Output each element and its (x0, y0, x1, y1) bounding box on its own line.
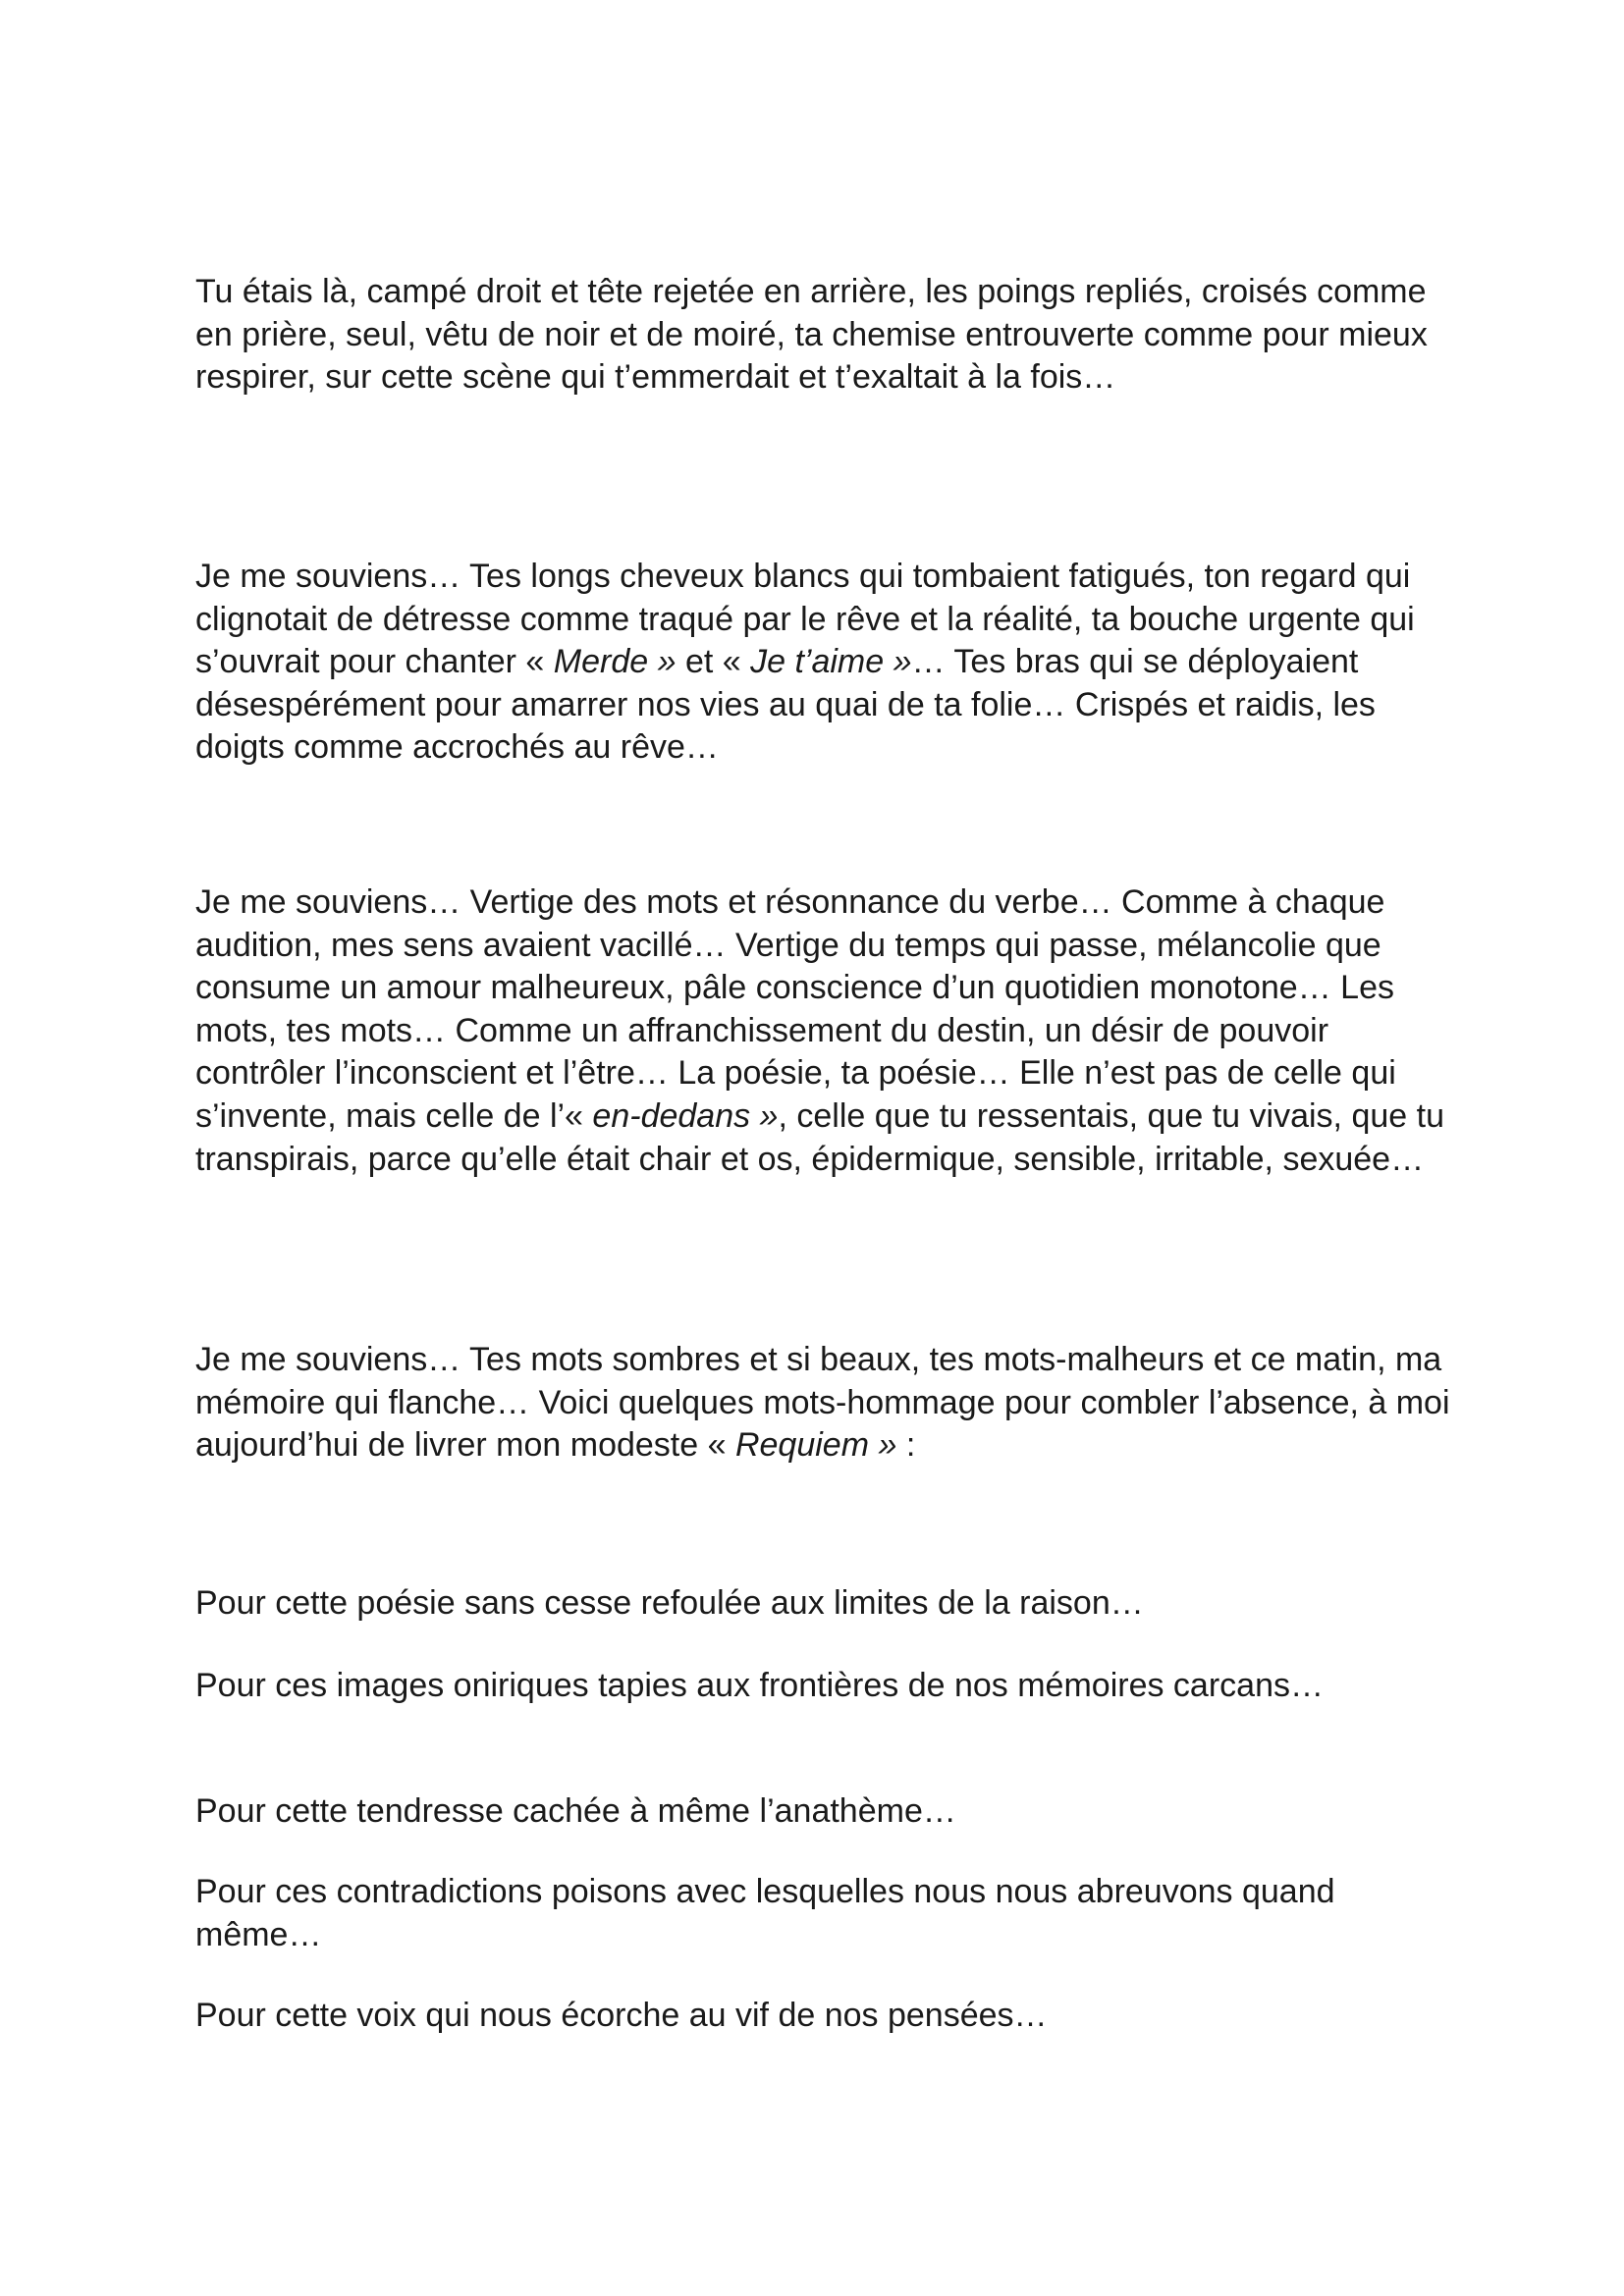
poem-line-text: Pour cette tendresse cachée à même l’anathème… (195, 1792, 956, 1830)
paragraph-text: et « (676, 643, 751, 681)
paragraph-souvenir-2 (195, 881, 1462, 1181)
paragraph-souvenir-3 (195, 1339, 1462, 1468)
poem-line (195, 1790, 1462, 1834)
italic-quote-requiem: Requiem » (734, 1426, 897, 1465)
italic-quote-je-taime: Je t’aime » (750, 643, 912, 681)
poem-line-text: Pour ces images oniriques tapies aux frontières de nos mémoires carcans… (195, 1667, 1324, 1704)
paragraph-text: Je me souviens… Tes longs cheveux blancs qui tombaient fatigués, ton regard qui clignotait de détresse comme traqué par le rêve et la réalité, ta bouche urgente qui s’ouvrait pour chanter « (195, 558, 1415, 681)
poem-line (195, 1665, 1462, 1708)
poem-line (195, 1871, 1462, 1956)
poem-line (195, 1582, 1462, 1626)
italic-quote-en-dedans: en-dedans » (592, 1096, 779, 1135)
paragraph-souvenir-1 (195, 556, 1462, 770)
italic-quote-merde: Merde » (553, 643, 677, 681)
paragraph-text: : (896, 1426, 916, 1465)
poem-line-text: Pour ces contradictions poisons avec lesquelles nous nous abreuvons quand même… (195, 1873, 1335, 1953)
paragraph-text: , celle que tu ressentais, que tu vivais, que tu transpirais, parce qu’elle était chair et os, épidermique, sensible, irritable, sexuée… (195, 1096, 1444, 1178)
poem-line-text: Pour cette voix qui nous écorche au vif de nos pensées… (195, 1997, 1048, 2034)
paragraph-text: … Tes bras qui se déployaient désespérément pour amarrer nos vies au quai de ta folie… Crispés et raidis, les doigts comme accrochés au rêve… (195, 643, 1376, 767)
paragraph-text: Je me souviens… Tes mots sombres et si beaux, tes mots-malheurs et ce matin, ma mémoire qui flanche… Voici quelques mots-hommage pour combler l’absence, à moi aujourd’hui de livrer mon modeste « (195, 1341, 1450, 1465)
paragraph-intro (195, 271, 1462, 400)
poem-line (195, 1995, 1462, 2038)
paragraph-text: Tu étais là, campé droit et tête rejetée en arrière, les poings repliés, croisés comme en prière, seul, vêtu de noir et de moiré, ta chemise entrouverte comme pour mieux respirer, sur cette scène qui t’emmerdait et t’exaltait à la fois… (195, 273, 1428, 397)
paragraph-text: Je me souviens… Vertige des mots et résonnance du verbe… Comme à chaque audition, mes sens avaient vacillé… Vertige du temps qui passe, mélancolie que consume un amour malheureux, pâle conscience d’un quotidien monotone… Les mots, tes mots… Comme un affranchissement du destin, un désir de pouvoir contrôler l’inconscient et l’être… La poésie, ta poésie… Elle n’est pas de celle qui s’invente, mais celle de l’« (195, 883, 1396, 1135)
poem-line-text: Pour cette poésie sans cesse refoulée aux limites de la raison… (195, 1584, 1144, 1622)
